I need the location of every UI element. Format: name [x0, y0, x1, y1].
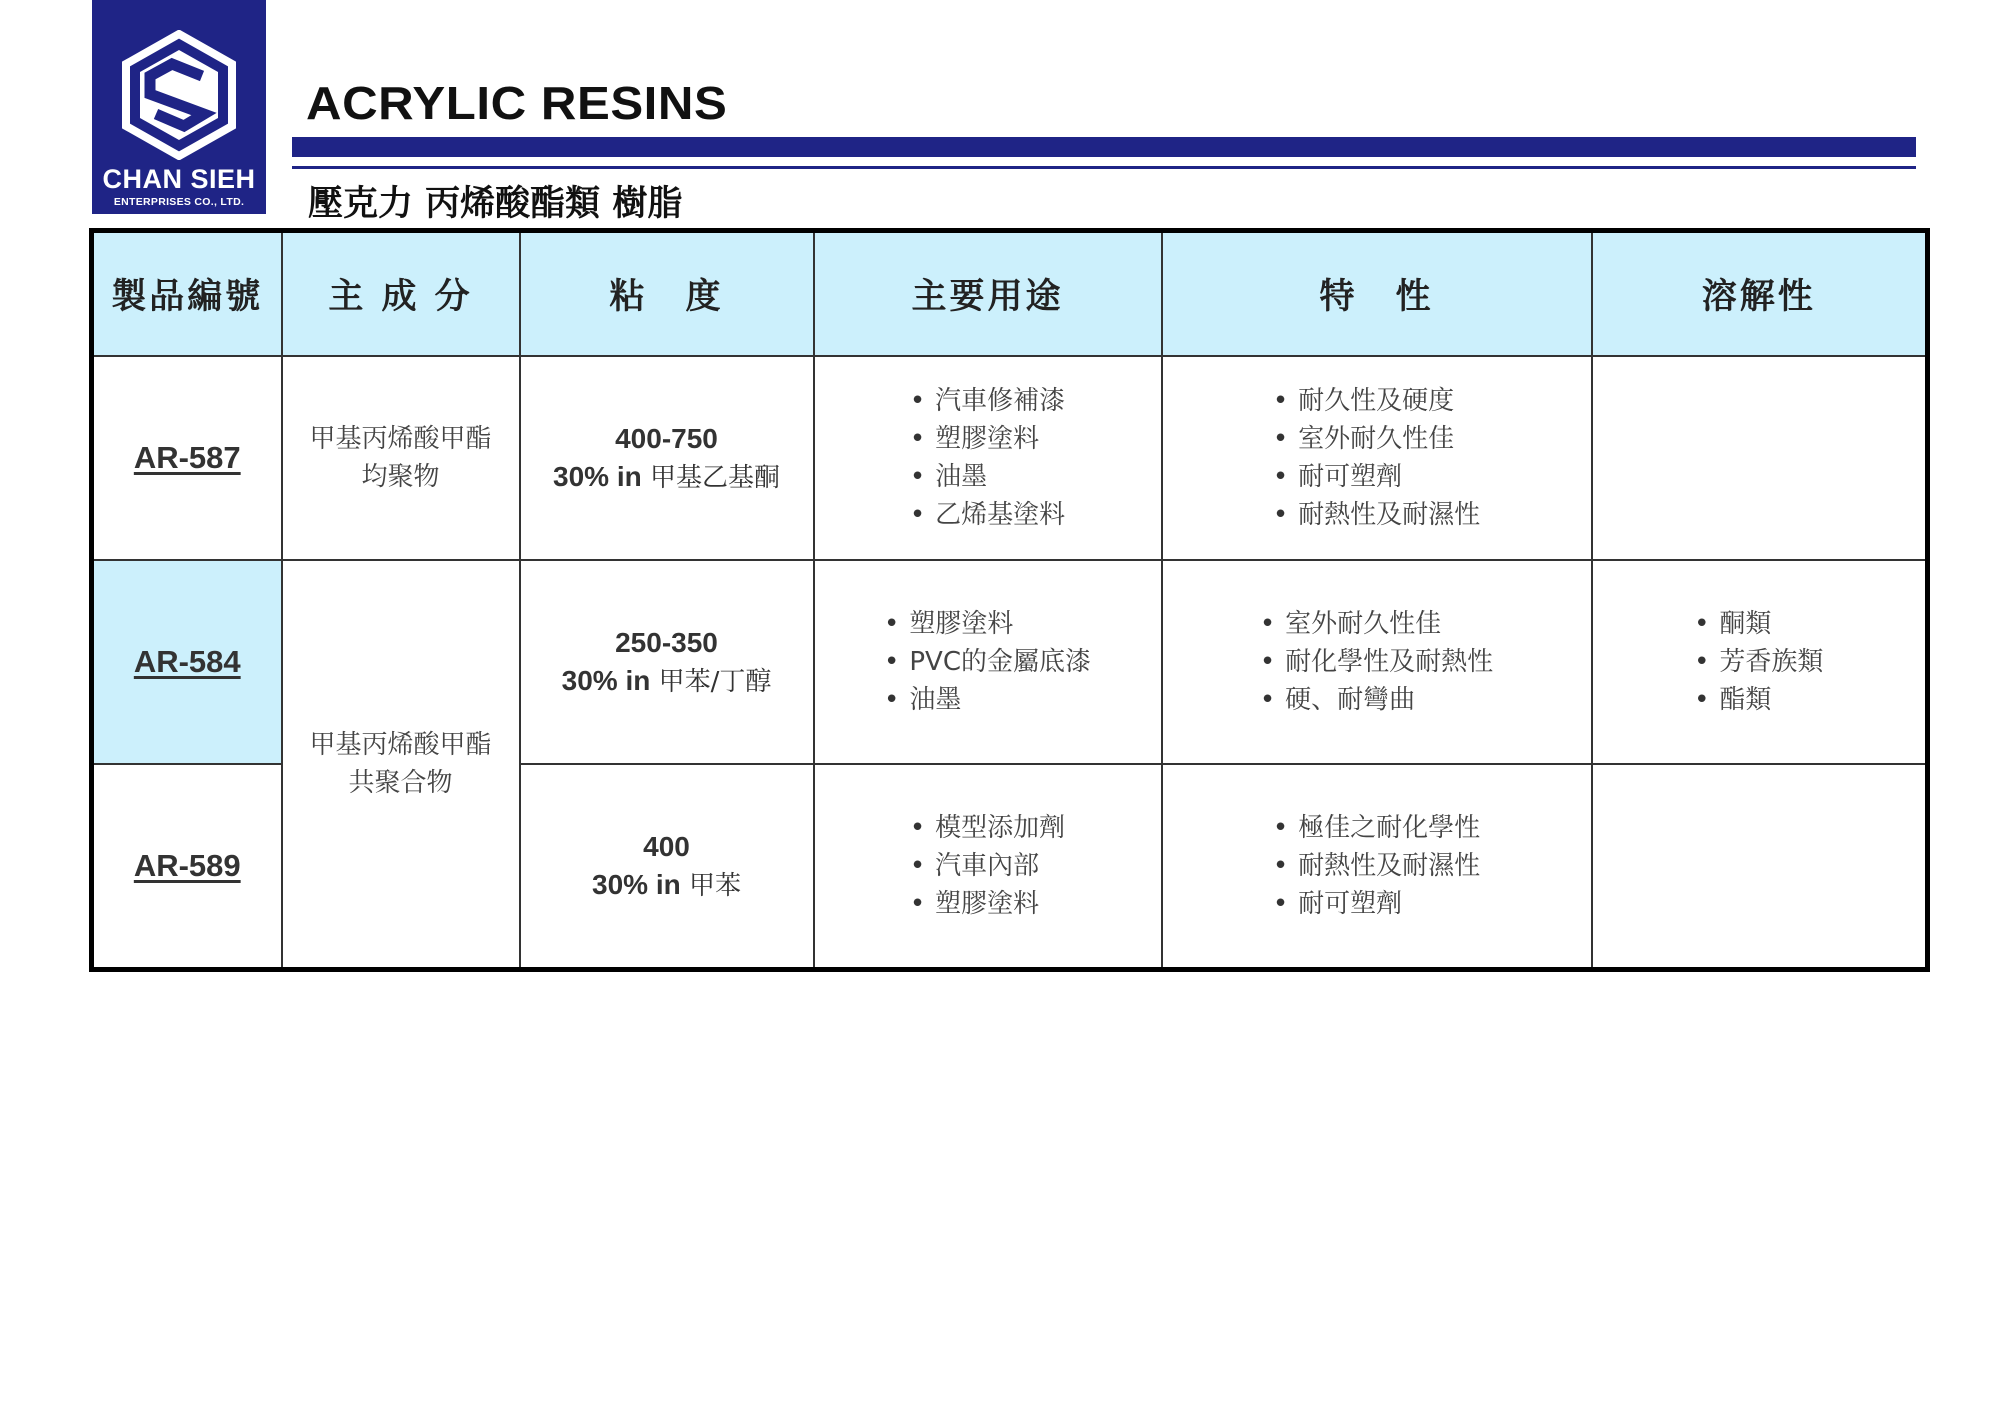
uses-list: [910, 809, 1065, 923]
company-name: CHAN SIEH: [102, 164, 256, 194]
list-item: • 耐久性及硬度: [1273, 382, 1480, 420]
table-row: [92, 356, 1928, 560]
header-rule-thick: [292, 137, 1916, 157]
product-code-cell: [92, 560, 282, 764]
viscosity-solvent-line: [521, 866, 813, 905]
uses-list: [884, 605, 1091, 719]
list-item: • 汽車修補漆: [910, 382, 1065, 420]
list-item: • 模型添加劑: [910, 809, 1065, 847]
composition-cell: [282, 356, 520, 560]
list-item: • 汽車內部: [910, 847, 1065, 885]
viscosity-solvent: 甲基乙基酮: [649, 462, 780, 493]
properties-cell: [1162, 764, 1592, 970]
product-code-link[interactable]: AR-584: [133, 644, 241, 679]
product-code-cell: [92, 356, 282, 560]
viscosity-solvent-line: [521, 458, 813, 497]
company-logo: [92, 0, 266, 214]
list-item: • PVC的金屬底漆: [884, 643, 1091, 681]
composition-cell: [282, 560, 520, 970]
header-uses: 主要用途: [814, 231, 1162, 357]
header-solubility: 溶解性: [1592, 231, 1928, 357]
viscosity-concentration: 30% in: [592, 868, 681, 900]
list-item: • 酮類: [1694, 605, 1823, 643]
chan-sieh-hexagon-logo: [114, 30, 244, 160]
list-item: • 耐熱性及耐濕性: [1273, 496, 1480, 534]
properties-list: [1260, 605, 1493, 719]
viscosity-cell: [520, 356, 814, 560]
viscosity-range: 400: [643, 830, 690, 862]
composition-line: 甲基丙烯酸甲酯: [309, 424, 492, 454]
solubility-cell: [1592, 356, 1928, 560]
header-properties: 特 性: [1162, 231, 1592, 357]
viscosity-concentration: 30% in: [553, 460, 642, 492]
viscosity-solvent: 甲苯: [688, 870, 741, 901]
composition-line: 共聚合物: [348, 768, 453, 798]
viscosity-cell: [520, 560, 814, 764]
properties-list: [1273, 382, 1480, 534]
list-item: • 耐化學性及耐熱性: [1260, 643, 1493, 681]
table-header-row: [92, 231, 1928, 357]
list-item: • 酯類: [1694, 681, 1823, 719]
properties-list: [1273, 809, 1480, 923]
list-item: • 塑膠塗料: [910, 885, 1065, 923]
viscosity-solvent-line: [521, 662, 813, 701]
composition-line: 均聚物: [361, 462, 440, 492]
uses-cell: [814, 356, 1162, 560]
properties-cell: [1162, 356, 1592, 560]
list-item: • 室外耐久性佳: [1273, 420, 1480, 458]
viscosity-range: 400-750: [615, 422, 718, 454]
product-table: [89, 228, 1930, 972]
table-row: [92, 560, 1928, 764]
list-item: • 塑膠塗料: [910, 420, 1065, 458]
header-rule-thin: [292, 166, 1916, 169]
page-title: ACRYLIC RESINS: [306, 77, 728, 129]
product-code-link[interactable]: AR-587: [133, 440, 241, 475]
list-item: • 硬、耐彎曲: [1260, 681, 1493, 719]
list-item: • 塑膠塗料: [884, 605, 1091, 643]
solubility-cell: [1592, 560, 1928, 764]
uses-list: [910, 382, 1065, 534]
list-item: • 耐可塑劑: [1273, 458, 1480, 496]
uses-cell: [814, 764, 1162, 970]
header-composition: 主 成 分: [282, 231, 520, 357]
uses-cell: [814, 560, 1162, 764]
properties-cell: [1162, 560, 1592, 764]
header-product-code: 製品編號: [92, 231, 282, 357]
list-item: • 極佳之耐化學性: [1273, 809, 1480, 847]
product-code-link[interactable]: AR-589: [133, 848, 241, 883]
list-item: • 耐可塑劑: [1273, 885, 1480, 923]
company-subname: ENTERPRISES CO., LTD.: [113, 196, 245, 208]
page-subtitle: 壓克力 丙烯酸酯類 樹脂: [308, 184, 683, 224]
solubility-list: [1694, 605, 1823, 719]
viscosity-solvent: 甲苯/丁醇: [658, 666, 772, 697]
viscosity-cell: [520, 764, 814, 970]
composition-line: 甲基丙烯酸甲酯: [309, 730, 492, 760]
solubility-cell: [1592, 764, 1928, 970]
list-item: • 油墨: [884, 681, 1091, 719]
list-item: • 油墨: [910, 458, 1065, 496]
list-item: • 耐熱性及耐濕性: [1273, 847, 1480, 885]
product-code-cell: [92, 764, 282, 970]
viscosity-range: 250-350: [615, 626, 718, 658]
list-item: • 乙烯基塗料: [910, 496, 1065, 534]
viscosity-concentration: 30% in: [561, 664, 651, 696]
header-viscosity: 粘 度: [520, 231, 814, 357]
list-item: • 芳香族類: [1694, 643, 1823, 681]
list-item: • 室外耐久性佳: [1260, 605, 1493, 643]
